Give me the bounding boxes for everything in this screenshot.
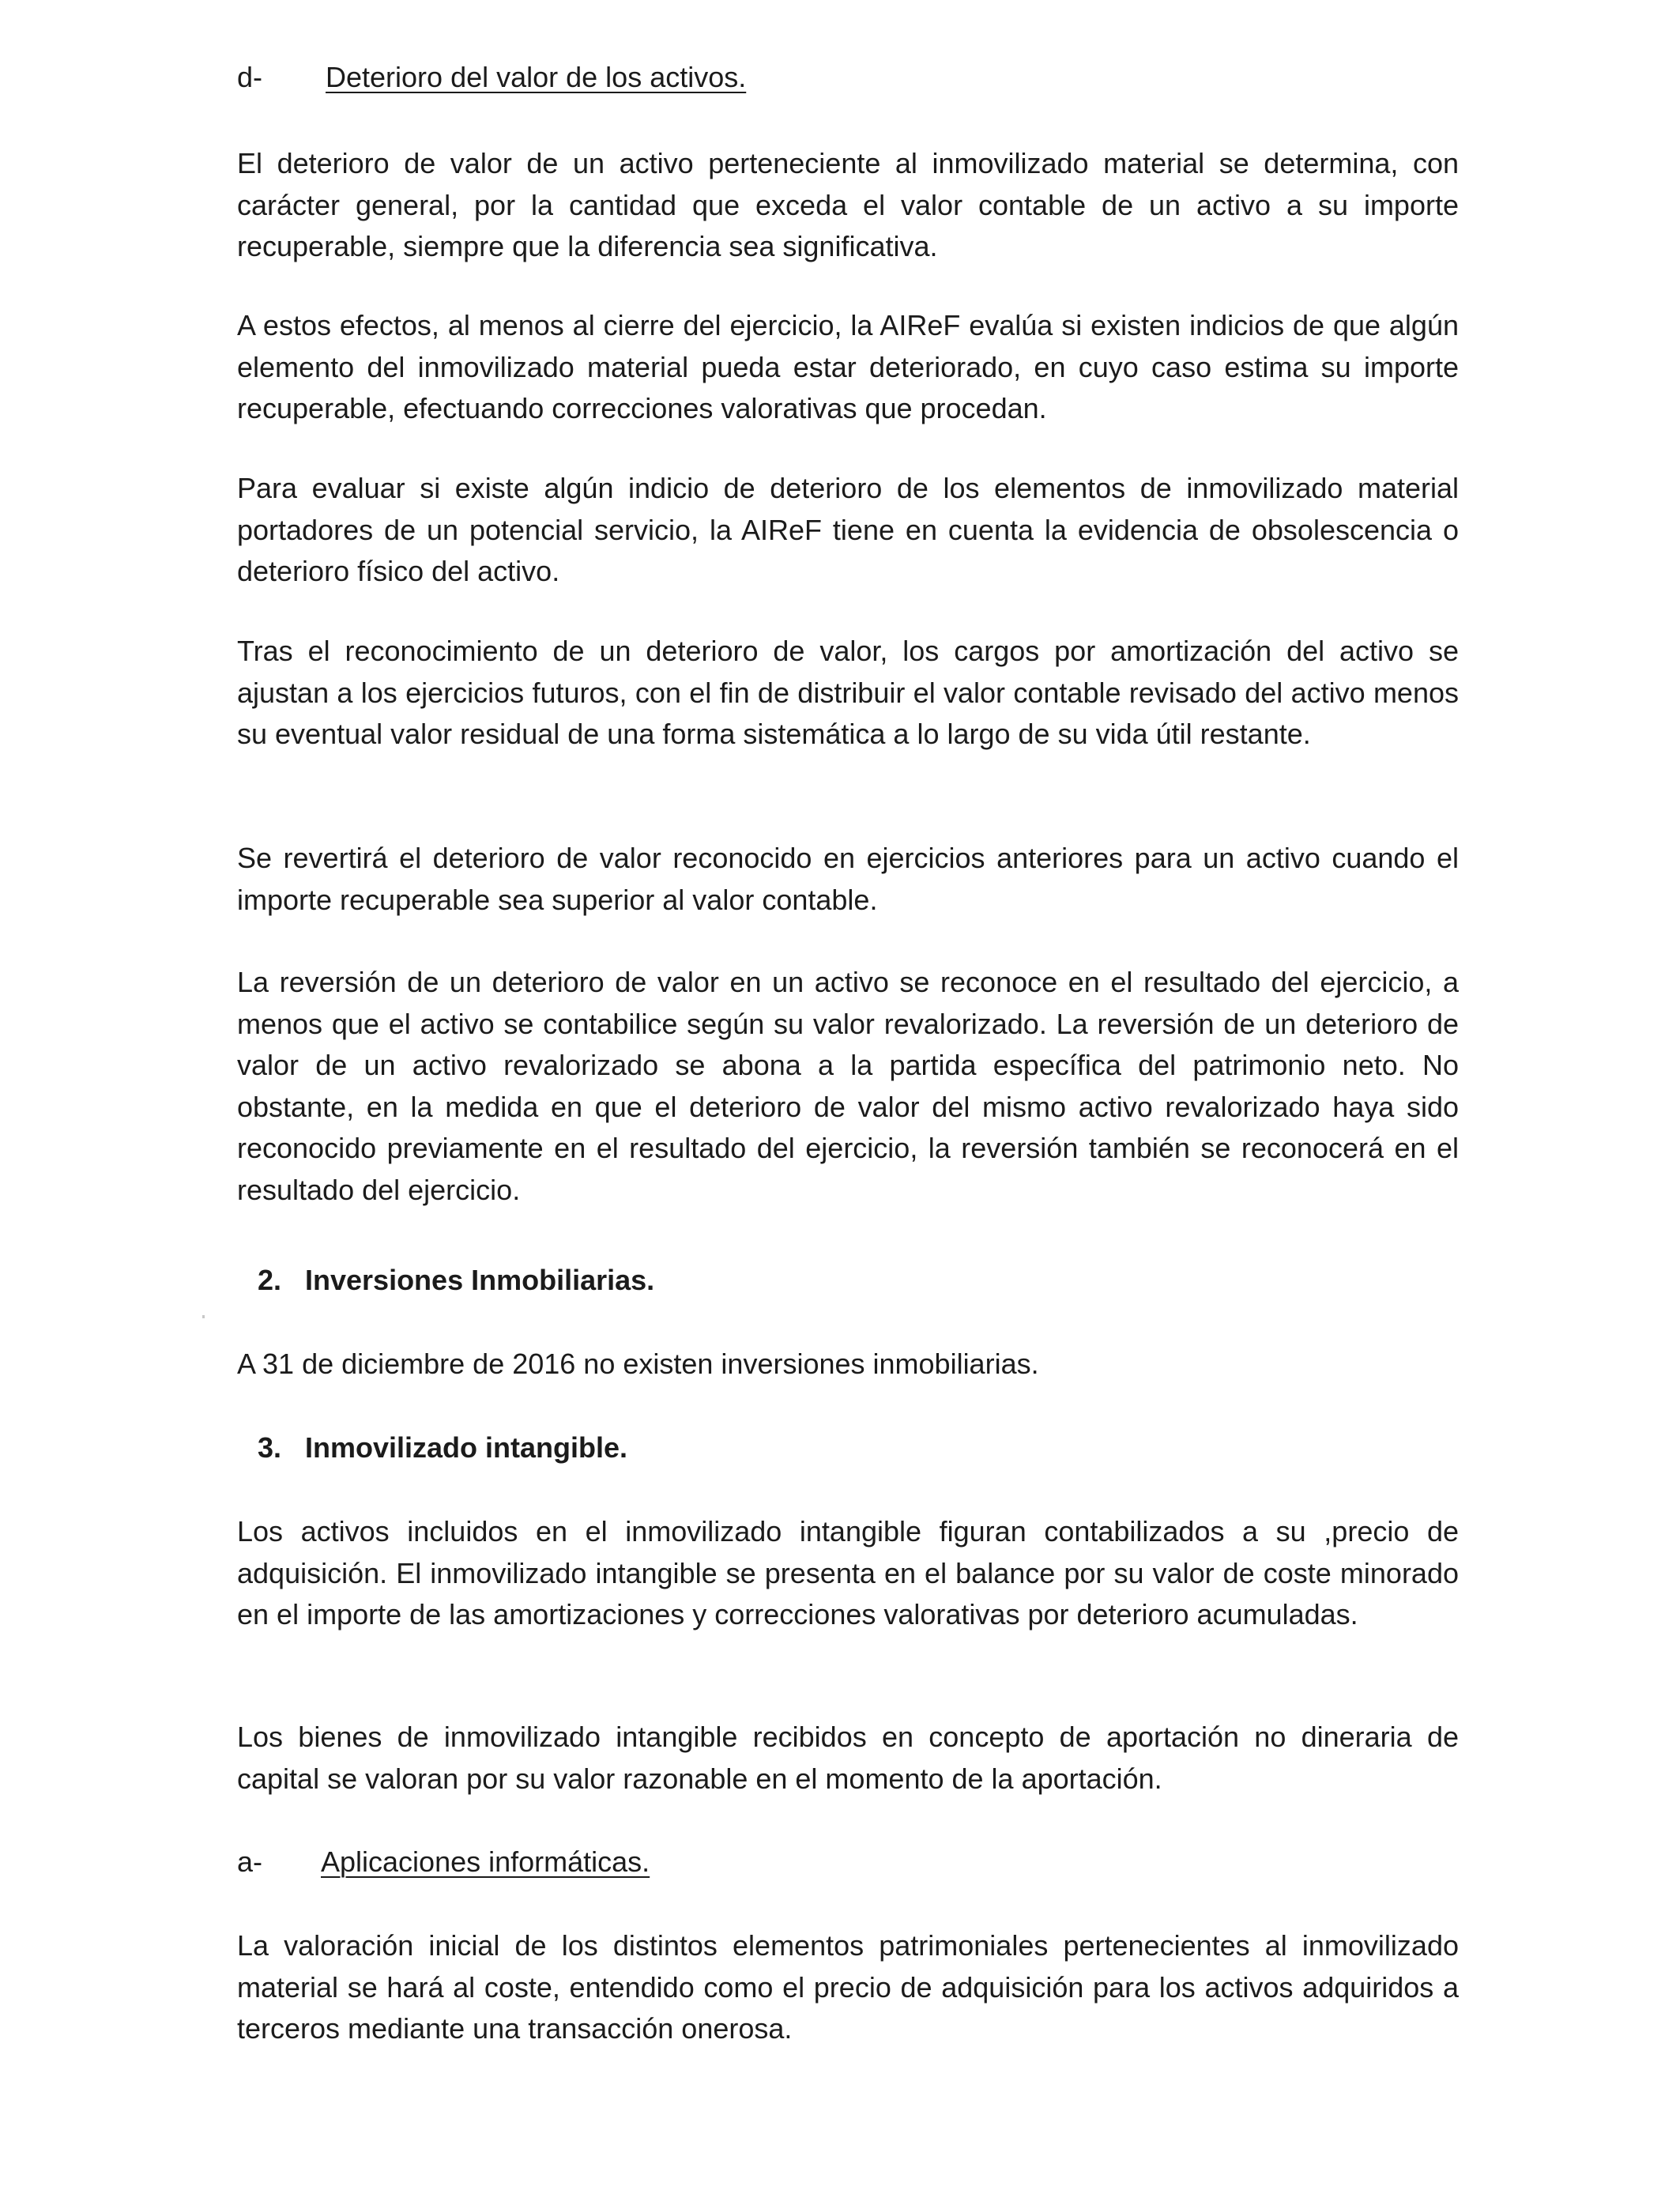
- paragraph-aportacion-no-dineraria: Los bienes de inmovilizado intangible recibidos en concepto de aportación no dineraria de capital se valoran por su valor razonable en el momento de la aportación.: [237, 1721, 1459, 1795]
- section-d-title: Deterioro del valor de los activos.: [326, 61, 747, 93]
- scan-speck: [202, 1315, 205, 1318]
- paragraph-valoracion-inicial: La valoración inicial de los distintos elementos patrimoniales pertenecientes al inmovilizado material se hará al coste, entendido como el precio de adquisición para los activos adquiridos a terceros mediante una transacción onerosa.: [237, 1929, 1459, 2045]
- heading-inversiones-inmobiliarias: [258, 1260, 654, 1301]
- section-a-title: Aplicaciones informáticas.: [321, 1845, 650, 1878]
- paragraph-indicio-deterioro: Para evaluar si existe algún indicio de deterioro de los elementos de inmovilizado material portadores de un potencial servicio, la AIReF tiene en cuenta la evidencia de obsolescencia o deterioro físico del activo.: [237, 472, 1459, 587]
- heading-3-number: 3.: [258, 1431, 282, 1464]
- heading-2-text: Inversiones Inmobiliarias.: [305, 1264, 655, 1296]
- section-a-letter: a-: [237, 1845, 263, 1878]
- paragraph-deterioro-definicion: El deterioro de valor de un activo perteneciente al inmovilizado material se determina, con carácter general, por la cantidad que exceda el valor contable de un activo a su importe recuperable, siempre que la diferencia sea significativa.: [237, 147, 1459, 262]
- heading-2-number: 2.: [258, 1264, 282, 1296]
- section-d-letter: d-: [237, 61, 263, 93]
- paragraph-reversion-resultado: La reversión de un deterioro de valor en un activo se reconoce en el resultado del ejercicio, a menos que el activo se contabilice según su valor revalorizado. La reversión de un deterioro de valor de un activo revalorizado se abona a la partida específica del patrimonio neto. No obstante, en la medida en que el deterioro de valor del mismo activo revalorizado haya sido reconocido previamente en el resultado del ejercicio, la reversión también se reconocerá en el resultado del ejercicio.: [237, 966, 1459, 1206]
- paragraph-evaluacion-cierre: A estos efectos, al menos al cierre del ejercicio, la AIReF evalúa si existen indicios de que algún elemento del inmovilizado material pueda estar deteriorado, en cuyo caso estima su importe recuperable, efectuando correcciones valorativas que procedan.: [237, 309, 1459, 424]
- paragraph-cargos-amortizacion: Tras el reconocimiento de un deterioro de valor, los cargos por amortización del activo se ajustan a los ejercicios futuros, con el fin de distribuir el valor contable revisado del activo menos su eventual valor residual de una forma sistemática a lo largo de su vida útil restante.: [237, 635, 1459, 750]
- paragraph-inversiones-2016: A 31 de diciembre de 2016 no existen inversiones inmobiliarias.: [237, 1348, 1039, 1380]
- heading-inmovilizado-intangible: [258, 1427, 627, 1468]
- paragraph-reversion-deterioro: Se revertirá el deterioro de valor reconocido en ejercicios anteriores para un activo cuando el importe recuperable sea superior al valor contable.: [237, 842, 1459, 916]
- paragraph-activos-intangibles: Los activos incluidos en el inmovilizado intangible figuran contabilizados a su ,precio de adquisición. El inmovilizado intangible se presenta en el balance por su valor de coste minorado en el importe de las amortizaciones y correcciones valorativas por deterioro acumuladas.: [237, 1515, 1459, 1630]
- heading-3-text: Inmovilizado intangible.: [305, 1431, 628, 1464]
